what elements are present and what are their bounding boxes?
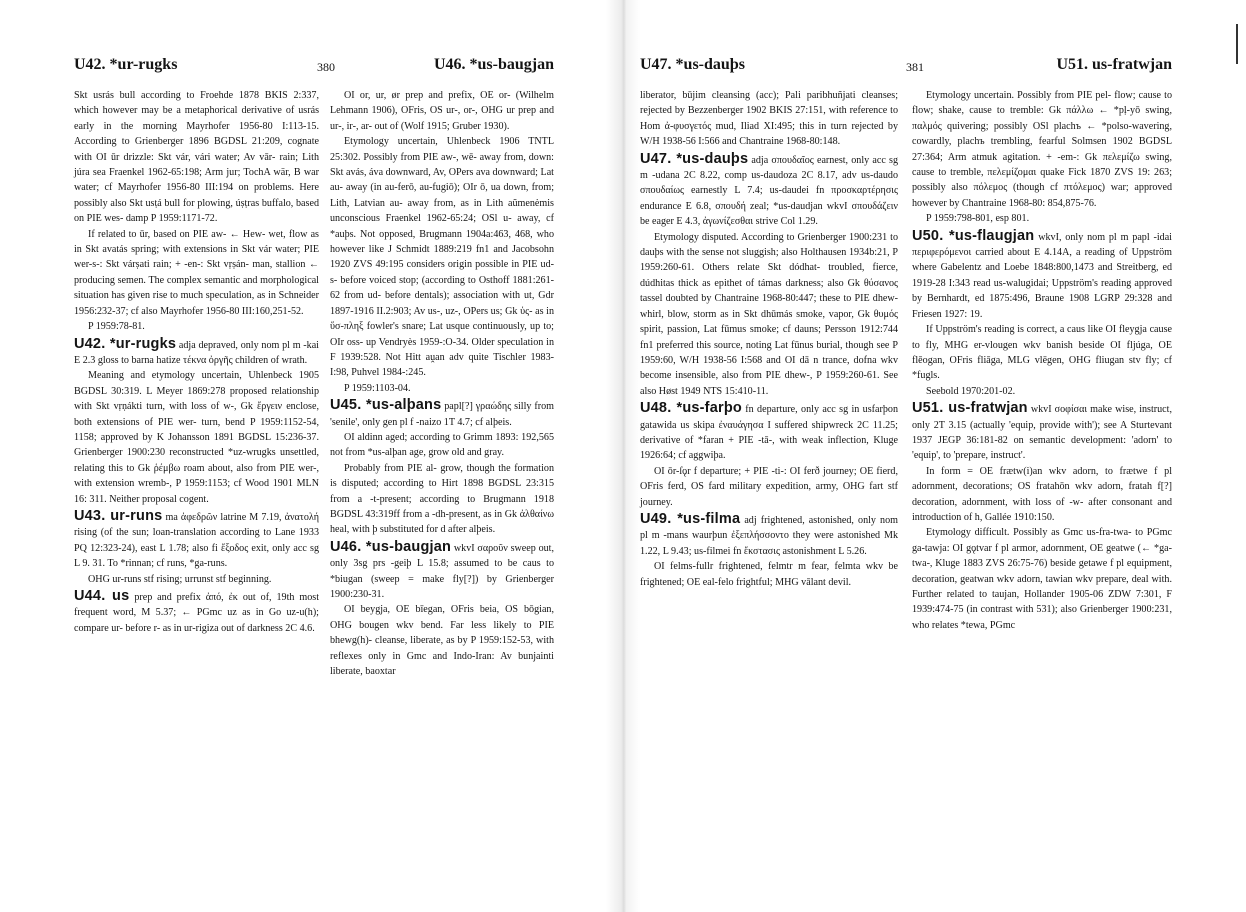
entry-text: fn departure, only acc sg in usfarþon gatawida us skipa ἐναυάγησα I suffered shipwreck 2C 11.25; derivative of *faran + PIE -tā-, with weak inflection, Kluge 1926:64; cf aggwiþa. [640,404,898,462]
paragraph: OHG ur-runs stf rising; urrunst stf beginning. [88,573,272,585]
dictionary-entry [74,337,319,369]
page-number: 381 [906,60,924,74]
entry-headword: U50. *us-flaugjan [912,227,1035,244]
page-number: 380 [317,60,335,74]
entry-text: ma ἀφεδρῶν latrine M 7.19, ἀνατολή rising (of the sun; loan-translation according to Lane 1933 PQ 12:323-24), east L 1.78; also fi ἔξοδος exit, only acc sg L 9. 31. To *rinnan; cf runs, *ga-runs. [74,511,319,570]
paragraph: If Uppström's reading is correct, a caus like OI fleygja cause to fly, MHG er-vlougen wkv banish beside OI fljúga, OE flēogan, OFris fliāga, MLG vlēgen, OHG fliugan stv fly; cf *fugls. [912,324,1172,382]
right-page-column-2 [912,88,1172,633]
right-running-head [640,56,1172,80]
entry-text: prep and prefix ἀπό, ἐκ out of, 19th most frequent word, M 5.37; ← PGmc uz as in Go uz-u(h); compare ur- before r- as in ur-rigiza out of darkness 2C 4.6. [74,592,319,634]
left-running-head [74,56,554,80]
paragraph: Etymology uncertain, Uhlenbeck 1906 TNTL 25:302. Possibly from PIE aw-, wē- away from, down: Skt avás, áva downward, Av, OPers ava downward; Lat au- away (in au-ferō, au-fugiō); OIr ō, ua down, from; Lith, Latvian au- away from, as in Lith aũmenėmis unconscious Fraenkel 1962-65:24; OSl u- away, cf *auþs. Not opposed, Brugmann 1904a:463, 468, who however like J Schmidt 1889:219 fn1 and Jacobsohn 1920 ZVS 49:195 considers origin possible in PIE ud-s- before voiced stop; (according to Osthoff 1881:261-62 from ud- before dentals); association with ut, Gdr 1897-1916 II.2:903; Av us-, uz-, OPers us; Gk ὑς- as in ὕσ-πληξ fowler's snare; Lat usque continuously, up to; OIr oss- up Vendryès 1959-:O-34. Older speculation in F 1939:528. Not Hitt aṷan adv quite Tischler 1983- I:98, Puhvel 1984-:245. [330,136,554,379]
entry-headword: U48. *us-farþo [640,400,742,417]
reference-line: Seebold 1970:201-02. [926,385,1016,397]
entry-text: wkvI σοφίσαι make wise, instruct, only 2T 3.15 (actually 'equip, provide with'); see A Sturtevant 1937 JEGP 36:181-82 on semantic development: 'adorn' to 'equip', to 'prepare, instruct'. [912,404,1172,462]
running-head-left: U47. *us-dauþs [640,56,745,73]
entry-headword: U51. us-fratwjan [912,400,1028,417]
entry-headword: U49. *us-filma [640,510,741,527]
right-page [623,0,1246,912]
reference-line: P 1959:1103-04. [344,382,411,394]
paragraph: OI or, ur, ør prep and prefix, OE or- (Wilhelm Lehmann 1906), OFris, OS ur-, or-, OHG ur prep and ur-, ir-, ar- out of (Wolf 1915; Gruber 1930). [330,90,554,132]
paragraph: Etymology uncertain. Possibly from PIE pel- flow; cause to flow; shake, cause to tremble: Gk πάλλω ← *pḷ-yō swing, παλμός quivering; possibly OSl plachъ ← *polso-wavering, cowardly, plachъ trembling, fearful Solmsen 1902 BGDSL 27:364; Arm atmuk agitation. + -em-: Gk πελεμίζω swing, cause to tremble, πελεμίζομαι quake Fick 1870 ZVS 19: 263; possibly also πόλεμος (though cf πτόλεμος) war; approved however by Chantraine 1968-80: 854,875-76. [912,90,1172,209]
dictionary-entry [74,509,319,572]
reference-line: P 1959:798-801, esp 801. [926,213,1030,225]
dictionary-entry [640,512,898,559]
dictionary-entry [330,540,554,603]
dictionary-entry [74,589,319,636]
paragraph: Skt usrás bull according to Froehde 1878 BKIS 2:337, which however may be a metaphorical derivative of usrás early in the morning Mayrhofer 1956-80 I:113-15. According to Grienberger 1896 BGDSL 21:209, cognate with OI ūr drizzle: Skt vár, vári water; Av vār- rain; Lith júra sea Fraenkel 1962-65:198; Arm jur; TochA wär, B war water; cf Mayrhofer 1956-80 III:194 on problems. Here possibly also Skt usṭá bull for plowing, úṣṭras buffalo, based on PIE wes- damp P 1959:1171-72. [74,90,319,225]
dictionary-entry [640,401,898,464]
entry-text: papl[?] γραώδης silly from 'senile', only gen pl f -naizo 1T 4.7; cf alþeis. [330,401,554,428]
paragraph: liberator, būjim cleansing (acc); Pali paribhuñjati cleanses; rejected by Bezzenberger 1902 BKIS 27:151, with reference to Hom ἀ-φυσγετός mud, Iliad XI:495; this in turn rejected by W/H 1938-56 I:566 and Chantraine 1968-80:148. [640,90,898,148]
entry-text: adja depraved, only nom pl m -kai E 2.3 gloss to barna hatize τέκνα ὀργῆς children of wrath. [74,339,319,366]
paragraph: Meaning and etymology uncertain, Uhlenbeck 1905 BGDSL 30:319. L Meyer 1869:278 proposed relationship with Skt vṛṇákti turn, with loss of w-, Gk ἔργειν enclose, both extensions of PIE wer- turn, bend P 1959:1152-54, 1158; approved by K Johansson 1891 BGDSL 15:236-37. Grienberger 1900:230 reconstructed *uz-wrugks unsettled, relating this to Gk ῥέμβω roam about, also from PIE wer-, with extension wremb-, P 1959:1153; cf Wood 1901 MLN 16: 311. Neither proposal cogent. [74,370,319,505]
entry-headword: U42. *ur-rugks [74,335,177,352]
paragraph: Probably from PIE al- grow, though the formation is disputed; according to Hirt 1898 BGDSL 23:315 from a -t-present; according to Brugmann 1918 BGDSL 43:319ff from a -dh-present, as in Gk ἀλθαίνω heal, with þ substituted for d after alþeis. [330,462,554,536]
paragraph: In form = OE frætw(i)an wkv adorn, to frætwe f pl adornment, decorations; OS fratahōn wkv adorn, fratah f[?] decoration, adornment, with loss of -w- after consonant and introduction of h, Gallée 1910:150. [912,465,1172,523]
dictionary-entry [912,229,1172,322]
entry-headword: U46. *us-baugjan [330,538,452,555]
entry-text: adj frightened, astonished, only nom pl m -mans waurþun ἐξεπλήσσοντο they were astonished Mk 1.22, L 9.43; us-filmei fn ἔκστασις astonishment L 5.26. [640,514,898,557]
entry-headword: U43. ur-runs [74,507,163,524]
entry-text: wkvI, only nom pl m papl -idai περιφερόμενοι carried about E 4.14A, a reading of Uppström where Gabelentz and Loebe 1848:800,1473 and Streitberg, ed 1919-28 I:343 read us-walugidai; Uppström's reading approved by Bernhardt, ed 1875:496, Braune 1908 LGRP 29:328 and Friesen 1927: 19. [912,231,1172,320]
entry-headword: U44. us [74,588,130,604]
paragraph: OI ōr-ſǫr f departure; + PIE -ti-: OI ferð journey; OE fierd, OFris ferd, OS fard military expedition, army, OHG fart stf journey. [640,465,898,508]
entry-text: wkvI σαροῦν sweep out, only 3sg prs -geiþ L 15.8; assumed to be caus to *biugan (sweep = make fly[?]) by Grienberger 1900:230-31. [330,542,555,600]
running-head-left: U42. *ur-rugks [74,56,178,73]
right-page-column-1 [640,88,898,590]
paragraph: Etymology disputed. According to Grienberger 1900:231 to dauþs with the sense not sluggish; also Holthausen 1934b:21, P 1959:260-61. Others relate Skt dódhat- troubled, fierce, dúdhitas thick as epithet of támas darkness; also Gk θύσανος tassel doubted by Chantraine 1968-80:447; these to PIE dhew- whirl, blow, storm as in Skt dhūmás smoke, vapor, Gk θυμός spirit, passion, Lat fūmus smoke; cf dauns; Persson 1912:744 fn1 preferred this source, noting Lat fūnus burial, though see P 1959:60, W/H 1938-56 I:568 and OI dā n trance, dofna wkv become insensible, also from PIE dhew-, P 1959:260-61. See also Høst 1949 NTS 15:410-11. [640,231,898,397]
reference-line: P 1959:78-81. [88,321,145,333]
running-head-right: U46. *us-baugjan [433,56,554,73]
left-page-column-1 [74,88,319,636]
paragraph: If related to ūr, based on PIE aw- ← Hew- wet, flow as in Skt avatás spring; with extensions in Skt vár water; PIE wer-s-: Skt várṣati rain; + -en-: Skt vṛṣán- man, stallion ← producing semen. The complex semantic and morphological situation has given rise to much speculation, as in Schneider 1956:232-37; cf also Mayrhofer 1956-80 III:160,251-52. [74,228,319,317]
dictionary-entry [912,401,1172,464]
left-page-column-2 [330,88,554,679]
entry-headword: U45. *us-alþans [330,397,442,414]
dictionary-entry [330,398,554,430]
paragraph: OI felms-fullr frightened, felmtr m fear, felmta wkv be frightened; OE eal-felo frightful; MHG vālant devil. [640,561,898,588]
dictionary-entry [640,152,898,230]
paragraph: OI aldinn aged; according to Grimm 1893: 192,565 not from *us-alþan age, grow old and gray. [330,431,554,459]
paragraph: Etymology difficult. Possibly as Gmc us-fra-twa- to PGmc ga-tawja: OI gǫtvar f pl armor, adornment, OE geatwe (← *ga-twa-, Kluge 1883 ZVS 26:75-76) beside getawe f pl equipment, decoration, geatwan wkv adorn, tawian wkv prepare, deal with. Further related to taujan, Hollander 1905-06 ZDW 7:301, F 1939:474-75 (in contrast with 531); also Grienberger 1900:231, who relates *tewa, PGmc [912,527,1172,631]
entry-text: adja σπουδαῖος earnest, only acc sg m -udana 2C 8.22, comp us-daudoza 2C 8.17, adv us-daudo σπουδαίως earnestly L 7.4; us-daudei fn προσκαρτέρησις endurance E 6.8, σπουδή zeal; *us-daudjan wkvI σπουδάζειν be eager E 4.3, ἀγωνίζεσθαι strive Col 1.29. [640,154,898,228]
paragraph: OI beygja, OE bīegan, OFris beia, OS bōgian, OHG bougen wkv bend. Far less likely to PIE bhewg(h)- cleanse, liberate, as by P 1959:152-53, with reflexes only in Gmc and Indo-Iran: Av bunjainti liberate, baoxtar [330,604,554,678]
entry-headword: U47. *us-dauþs [640,150,749,167]
running-head-right: U51. us-fratwjan [1056,56,1172,73]
